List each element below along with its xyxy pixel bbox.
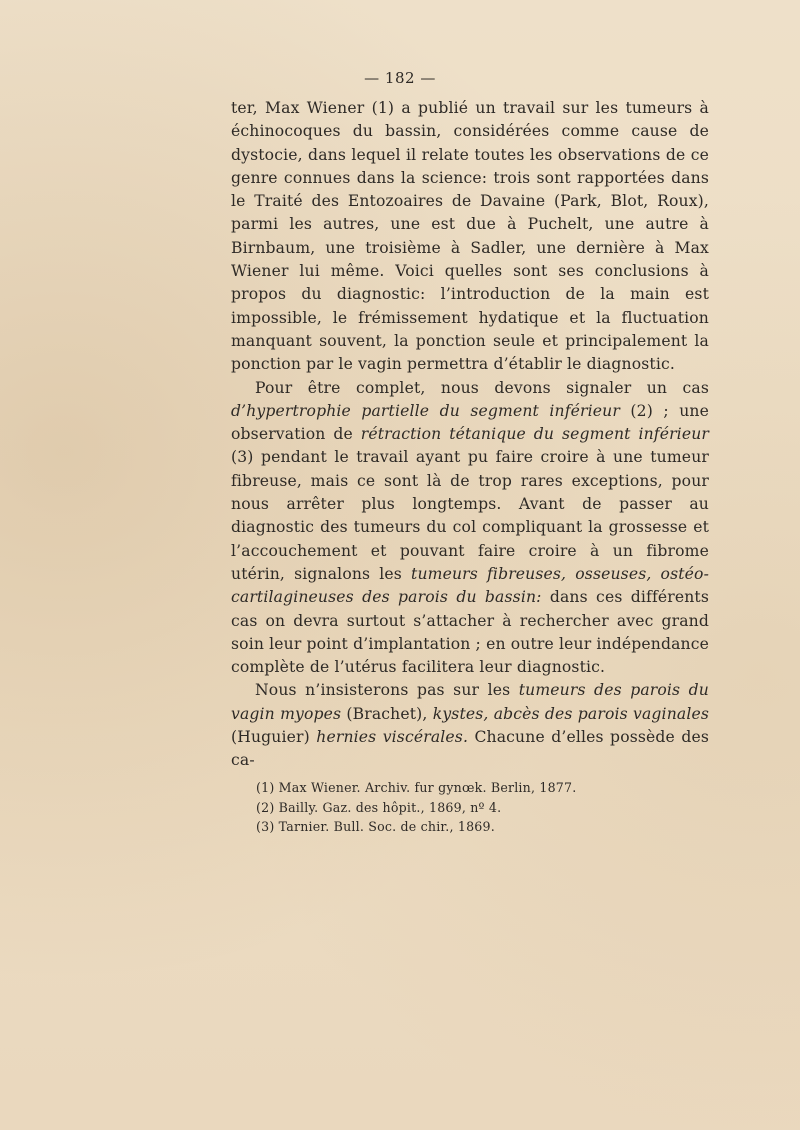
paragraph-1: [231, 97, 709, 377]
text-run: Pour être complet, nous devons signaler un cas: [255, 378, 709, 397]
text-run: (Huguier): [231, 728, 317, 747]
italic-text-run: rétraction tétanique du segment inférieur: [360, 425, 709, 444]
italic-text-run: hernies viscérales.: [316, 728, 469, 747]
footnotes: [256, 778, 716, 837]
page-number: — 182 —: [364, 69, 436, 87]
footnote-3: (3) Tarnier. Bull. Soc. de chir., 1869.: [256, 819, 495, 834]
body-text: [231, 97, 709, 773]
text-run: (Brachet),: [341, 704, 433, 723]
text-run: Chacune d’elles possède des ca-: [231, 728, 709, 770]
italic-text-run: d’hypertrophie partielle du segment inférieur: [231, 401, 620, 420]
text-run: (3) pendant le travail ayant pu faire croire à une tumeur fibreuse, mais ce sont là de trop rares exceptions, pour nous arrêter plus longtemps. Avant de passer au diagnostic des tumeurs du col compliquant la grossesse et l’accouchement et pouvant faire croire à un fibrome utérin, signalons les: [231, 448, 709, 583]
italic-text-run: tumeurs des parois du vagin myopes: [231, 681, 709, 723]
text-run: ter, Max Wiener (1) a publié un travail sur les tumeurs à échinocoques du bassin, considérées comme cause de dystocie, dans lequel il relate toutes les observations de ce genre connues dans la science: trois sont rapportées dans le Traité des Entozoaires de Davaine (Park, Blot, Roux), parmi les autres, une est due à Puchelt, une autre à Birnbaum, une troisième à Sadler, une dernière à Max Wiener lui même. Voici quelles sont ses conclusions à propos du diagnostic: l’introduction de la main est impossible, le frémissement hydatique et la fluctuation manquant souvent, la ponction seule et principalement la ponction par le vagin permettra d’établir le diagnostic.: [231, 99, 709, 374]
italic-text-run: tumeurs fibreuses, osseuses, ostéo-cartilagineuses des parois du bassin:: [231, 564, 709, 607]
text-run: (2) ; une observation de: [231, 401, 709, 444]
footnote-2: (2) Bailly. Gaz. des hôpit., 1869, nº 4.: [256, 799, 502, 815]
italic-text-run: kystes, abcès des parois vaginales: [432, 704, 710, 723]
paragraph-2: [231, 377, 709, 680]
paragraph-3: [231, 679, 709, 772]
text-run: Nous n’insisterons pas sur les: [255, 681, 519, 700]
footnote-1: (1) Max Wiener. Archiv. fur gynœk. Berlin, 1877.: [256, 780, 577, 795]
text-run: dans ces différents cas on devra surtout s’attacher à rechercher avec grand soin leur point d’implantation ; en outre leur indépendance complète de l’utérus facilitera leur diagnostic.: [231, 588, 709, 677]
